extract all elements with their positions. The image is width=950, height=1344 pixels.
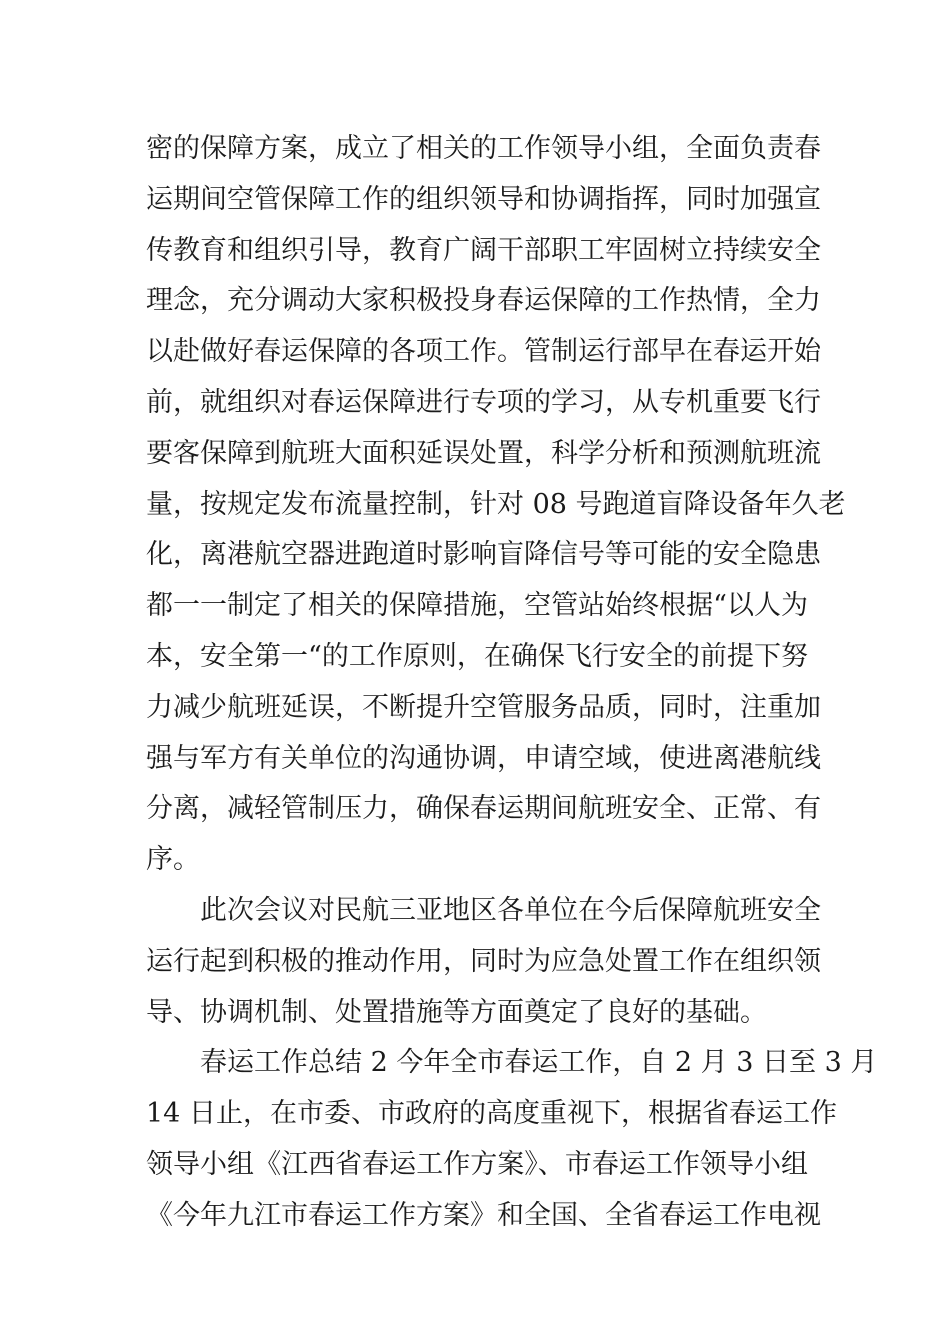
paragraph-line: 春运工作总结 2 今年全市春运工作，自 2 月 3 日至 3 月 bbox=[200, 1047, 878, 1079]
paragraph-line: 分离，减轻管制压力，确保春运期间航班安全、正常、有 bbox=[146, 793, 821, 825]
paragraph-line: 本，安全第一“的工作原则，在确保飞行安全的前提下努 bbox=[146, 640, 808, 672]
paragraph-line: 运期间空管保障工作的组织领导和协调指挥，同时加强宣 bbox=[146, 183, 821, 215]
paragraph-line: 强与军方有关单位的沟通协调，申请空域，使进离港航线 bbox=[146, 742, 821, 774]
paragraph-line: 导、协调机制、处置措施等方面奠定了良好的基础。 bbox=[146, 996, 767, 1028]
paragraph-line: 序。 bbox=[146, 844, 200, 876]
paragraph-line: 理念，充分调动大家积极投身春运保障的工作热情，全力 bbox=[146, 285, 821, 317]
paragraph-line: 以赴做好春运保障的各项工作。管制运行部早在春运开始 bbox=[146, 336, 821, 368]
paragraph-line: 都一一制定了相关的保障措施，空管站始终根据“以人为 bbox=[146, 590, 808, 622]
paragraph-line: 此次会议对民航三亚地区各单位在今后保障航班安全 bbox=[200, 894, 821, 926]
paragraph-line: 前，就组织对春运保障进行专项的学习，从专机重要飞行 bbox=[146, 386, 821, 418]
paragraph-line: 力减少航班延误，不断提升空管服务品质，同时，注重加 bbox=[146, 691, 821, 723]
paragraph-line: 传教育和组织引导，教育广阔干部职工牢固树立持续安全 bbox=[146, 234, 821, 266]
document-body bbox=[146, 124, 878, 1242]
paragraph-line: 量，按规定发布流量控制，针对 08 号跑道盲降设备年久老 bbox=[146, 488, 846, 520]
paragraph-line: 运行起到积极的推动作用，同时为应急处置工作在组织领 bbox=[146, 945, 821, 977]
paragraph-line: 14 日止，在市委、市政府的高度重视下，根据省春运工作 bbox=[146, 1098, 837, 1130]
paragraph-line: 要客保障到航班大面积延误处置，科学分析和预测航班流 bbox=[146, 437, 821, 469]
paragraph-line: 领导小组《江西省春运工作方案》、市春运工作领导小组 bbox=[146, 1148, 808, 1180]
paragraph-line: 化，离港航空器进跑道时影响盲降信号等可能的安全隐患 bbox=[146, 539, 821, 571]
paragraph-line: 密的保障方案，成立了相关的工作领导小组，全面负责春 bbox=[146, 133, 821, 164]
paragraph-line: 《今年九江市春运工作方案》和全国、全省春运工作电视 bbox=[146, 1199, 821, 1231]
